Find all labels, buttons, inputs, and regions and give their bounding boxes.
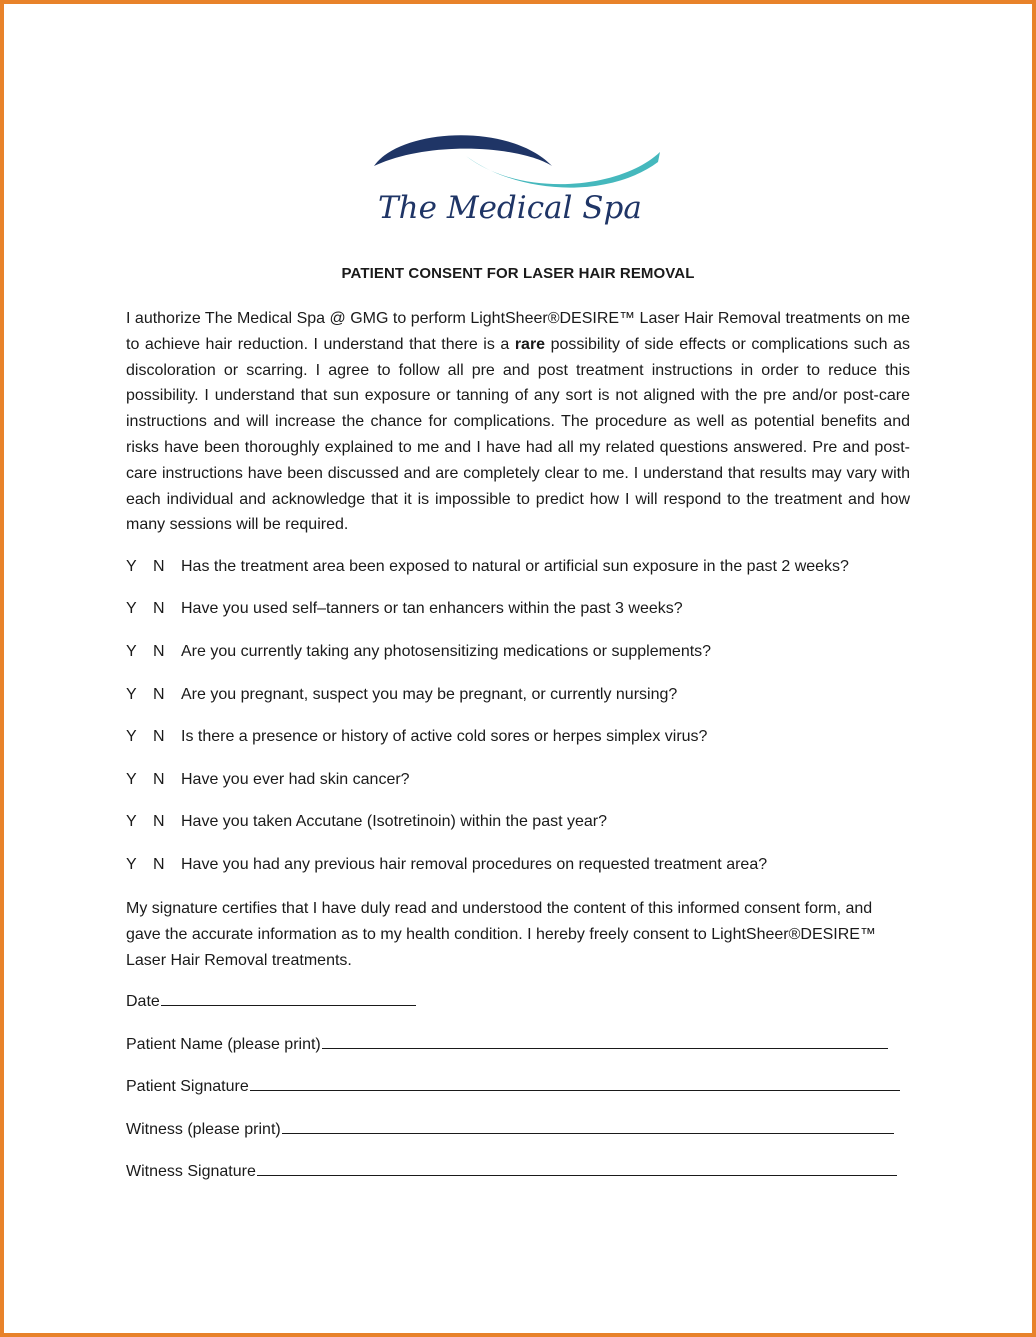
patient-signature-line[interactable] [250,1075,900,1091]
witness-signature-label: Witness Signature [126,1163,256,1180]
patient-name-field[interactable] [126,1033,888,1057]
form-title: PATIENT CONSENT FOR LASER HAIR REMOVAL [341,265,695,282]
no-option[interactable]: N [153,643,165,660]
patient-name-line[interactable] [322,1033,888,1049]
question-row [126,683,926,707]
question-text: Has the treatment area been exposed to natural or artificial sun exposure in the past 2 weeks? [181,558,849,575]
no-option[interactable]: N [153,813,165,830]
witness-signature-line[interactable] [257,1160,897,1176]
question-row [126,810,926,834]
certification-paragraph: My signature certifies that I have duly read and understood the content of this informed consent form, and gave the accurate information as to my health condition. I hereby freely consent to LightSheer®DESIRE™ Laser Hair Removal treatments. [126,900,876,969]
date-line[interactable] [161,990,416,1006]
no-option[interactable]: N [153,686,165,703]
yes-option[interactable]: Y [126,643,137,660]
question-row [126,640,926,664]
witness-signature-field[interactable] [126,1160,897,1184]
witness-name-line[interactable] [282,1118,894,1134]
question-row [126,725,926,749]
yes-option[interactable]: Y [126,686,137,703]
date-field[interactable] [126,990,416,1014]
patient-signature-field[interactable] [126,1075,900,1099]
question-text: Have you ever had skin cancer? [181,771,410,788]
intro-bold-word: rare [514,335,546,353]
no-option[interactable]: N [153,771,165,788]
logo-wordmark: The Medical Spa [378,190,642,226]
intro-text-1: I authorize The Medical Spa @ GMG to perform LightSheer®DESIRE™ Laser Hair Removal treatments on me to achieve hair reduction. I understand that there is a [126,310,910,353]
question-text: Are you pregnant, suspect you may be pregnant, or currently nursing? [181,686,678,703]
witness-name-field[interactable] [126,1118,894,1142]
question-text: Have you had any previous hair removal procedures on requested treatment area? [181,856,768,873]
question-row [126,555,926,579]
medical-spa-logo [370,126,666,238]
question-text: Have you used self–tanners or tan enhancers within the past 3 weeks? [181,600,683,617]
question-row [126,768,926,792]
yes-option[interactable]: Y [126,728,137,745]
patient-signature-label: Patient Signature [126,1078,249,1095]
question-row [126,597,926,621]
question-text: Is there a presence or history of active cold sores or herpes simplex virus? [181,728,708,745]
patient-name-label: Patient Name (please print) [126,1036,321,1053]
yes-option[interactable]: Y [126,856,137,873]
question-row [126,853,926,877]
witness-name-label: Witness (please print) [126,1121,281,1138]
no-option[interactable]: N [153,600,165,617]
date-label: Date [126,993,160,1010]
yes-option[interactable]: Y [126,771,137,788]
no-option[interactable]: N [153,728,165,745]
yes-option[interactable]: Y [126,813,137,830]
no-option[interactable]: N [153,856,165,873]
authorization-paragraph [126,306,910,538]
intro-text-2: possibility of side effects or complications such as discoloration or scarring. I agree to follow all pre and post treatment instructions in order to reduce this possibility. I understand that sun exposure or tanning of any sort is not aligned with the pre and/or post-care instructions and will increase the chance for complications. The procedure as well as potential benefits and risks have been thoroughly explained to me and I have had all my related questions answered. Pre and post-care instructions have been discussed and are completely clear to me. I understand that results may vary with each individual and acknowledge that it is impossible to predict how I will respond to the treatment and how many sessions will be required. [126,335,911,534]
question-text: Have you taken Accutane (Isotretinoin) within the past year? [181,813,608,830]
yes-option[interactable]: Y [126,558,137,575]
logo-swoosh-icon [370,126,666,238]
no-option[interactable]: N [153,558,165,575]
question-text: Are you currently taking any photosensitizing medications or supplements? [181,643,712,660]
yes-option[interactable]: Y [126,600,137,617]
